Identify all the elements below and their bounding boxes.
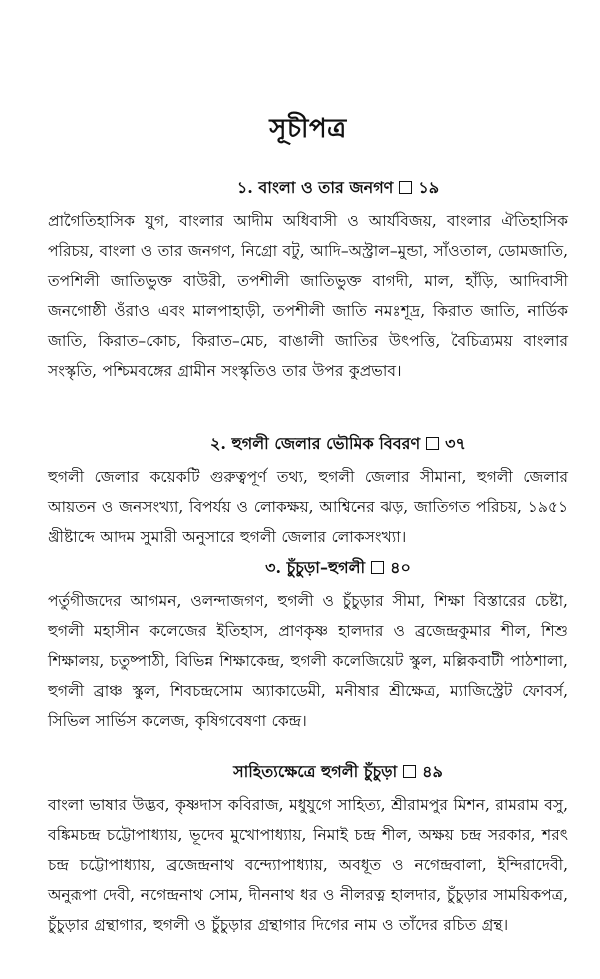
- page-title: সূচীপত্র: [269, 114, 347, 144]
- section-body: বাংলা ভাষার উদ্ভব, কৃষ্ণদাস কবিরাজ, মধুযুগে সাহিত্য, শ্রীরামপুর মিশন, রামরাম বসু, বঙ্কিমচন্দ্র চট্টোপাধ্যায়, ভূদেব মুখোপাধ্যায়, নিমাই চন্দ্র শীল, অক্ষয় চন্দ্র সরকার, শরৎ চন্দ্র চট্টোপাধ্যায়, ব্রজেন্দ্রনাথ বন্দ্যোপাধ্যায়, অবধূত ও নগেন্দ্রবালা, ইন্দিরাদেবী, অনুরূপা দেবী, নগেন্দ্রনাথ সোম, দীননাথ ধর ও নীলরত্ন হালদার, চুঁচুড়ার সাময়িকপত্র, চুঁচুড়ার গ্রন্থাগার, হুগলী ও চুঁচুড়ার গ্রন্থাগার দিগের নাম ও তাঁদের রচিত গ্রন্থ।: [48, 796, 568, 934]
- section-4: [48, 760, 568, 940]
- section-heading: [48, 556, 568, 580]
- section-page-number: ১৯: [418, 178, 440, 197]
- section-page-number: ৪৯: [422, 762, 443, 781]
- section-body: পর্তুগীজদের আগমন, ওলন্দাজগণ, হুগলী ও চুঁচুড়ার সীমা, শিক্ষা বিস্তারের চেষ্টা, হুগলী মহাসীন কলেজের ইতিহাস, প্রাণকৃষ্ণ হালদার ও ব্রজেন্দ্রকুমার শীল, শিশু শিক্ষালয়, চতুষ্পাঠী, বিভিন্ন শিক্ষাকেন্দ্র, হুগলী কলেজিয়েট স্কুল, মল্লিকবাটী পাঠশালা, হুগলী ব্রাঞ্চ স্কুল, শিবচন্দ্রসোম অ্যাকাডেমী, মনীষার শ্রীক্ষেত্র, ম্যাজিস্ট্রেট ফোবর্স, সিভিল সার্ভিস কলেজ, কৃষিগবেষণা কেন্দ্র।: [48, 592, 568, 730]
- contents-page: [48, 0, 568, 979]
- section-body: হুগলী জেলার কয়েকটি গুরুত্বপূর্ণ তথ্য, হুগলী জেলার সীমানা, হুগলী জেলার আয়তন ও জনসংখ্যা, বিপর্যয় ও লোকক্ষয়, আশ্বিনের ঝড়, জাতিগত পরিচয়, ১৯৫১ খ্রীষ্টাব্দে আদম সুমারী অনুসারে হুগলী জেলার লোকসংখ্যা।: [48, 468, 568, 546]
- section-heading-text: সাহিত্যক্ষেত্রে হুগলী চুঁচুড়া: [233, 762, 398, 781]
- section-page-number: ৩৭: [445, 434, 466, 453]
- section-heading-text: ২. হুগলী জেলার ভৌমিক বিবরণ: [210, 434, 421, 453]
- section-3: [48, 556, 568, 736]
- section-heading-text: ৩. চুঁচুড়া–হুগলী: [265, 558, 366, 577]
- section-1: [48, 176, 568, 386]
- square-bullet-icon: [371, 561, 384, 574]
- square-bullet-icon: [426, 437, 439, 450]
- section-heading: [48, 176, 568, 200]
- square-bullet-icon: [403, 765, 416, 778]
- section-heading: [48, 432, 568, 456]
- section-heading: [48, 760, 568, 784]
- square-bullet-icon: [399, 181, 412, 194]
- section-heading-text: ১. বাংলা ও তার জনগণ: [236, 178, 394, 197]
- section-body: প্রাগৈতিহাসিক যুগ, বাংলার আদীম অধিবাসী ও আর্যবিজয়, বাংলার ঐতিহাসিক পরিচয়, বাংলা ও তার জনগণ, নিগ্রো বটু, আদি–অস্ট্রাল–মুন্ডা, সাঁওতাল, ডোমজাতি, তপশিলী জাতিভুক্ত বাউরী, তপশীলী জাতিভুক্ত বাগদী, মাল, হাঁড়ি, আদিবাসী জনগোষ্ঠী ওঁরাও এবং মালপাহাড়ী, তপশীলী জাতি নমঃশূদ্র, কিরাত জাতি, নার্ডিক জাতি, কিরাত–কোচ, কিরাত–মেচ, বাঙালী জাতির উৎপত্তি, বৈচিত্র্যময় বাংলার সংস্কৃতি, পশ্চিমবঙ্গের গ্রামীন সংস্কৃতিও তার উপর কুপ্রভাব।: [48, 212, 568, 380]
- section-page-number: ৪০: [390, 558, 411, 577]
- section-2: [48, 432, 568, 552]
